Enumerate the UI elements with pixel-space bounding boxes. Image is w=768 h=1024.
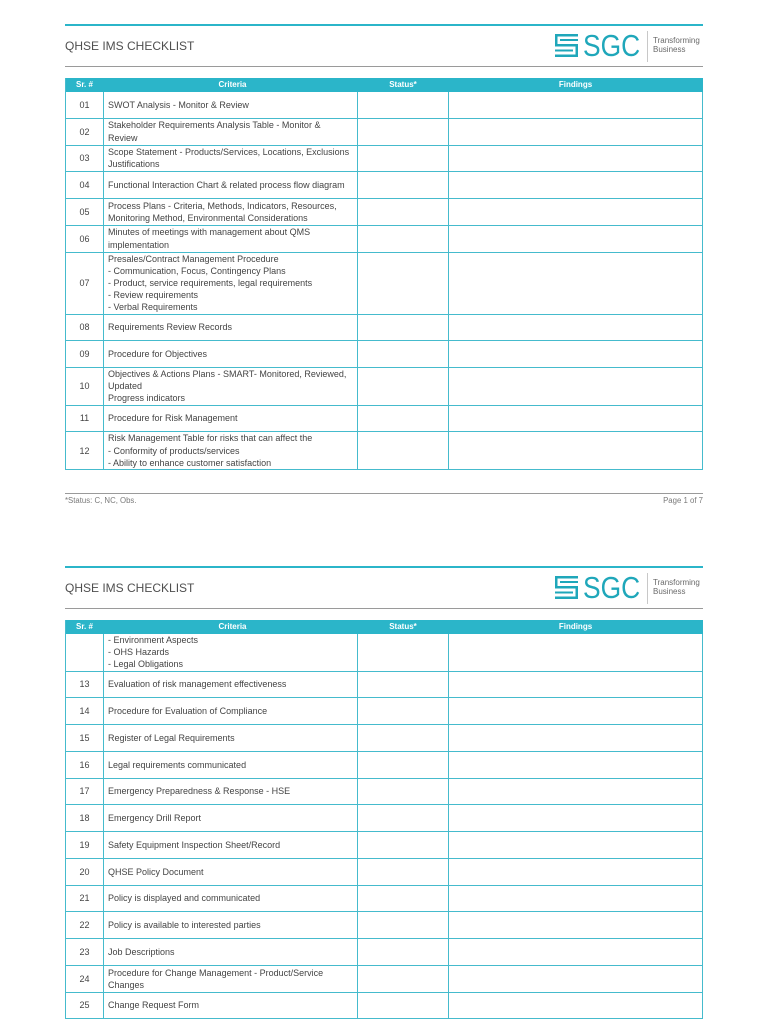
status-cell [358, 315, 449, 341]
criteria-line: Progress indicators [108, 393, 186, 404]
footer-divider [65, 493, 703, 494]
table-row [66, 341, 703, 368]
table-row [66, 315, 703, 342]
criteria-line: Justifications [108, 159, 160, 170]
criteria-line: - Communication, Focus, Contingency Plans [108, 265, 286, 276]
table-row [66, 725, 703, 752]
table-row [66, 966, 703, 993]
criteria-line: - Legal Obligations [108, 659, 184, 670]
page-title: QHSE IMS CHECKLIST [65, 581, 195, 595]
sr-number: 25 [66, 993, 104, 1019]
checklist-table [65, 620, 703, 1019]
sgc-logo [555, 572, 705, 604]
table-body [66, 92, 703, 470]
criteria-cell [104, 146, 358, 172]
findings-cell [449, 779, 703, 805]
criteria-line: - Review requirements [108, 290, 199, 301]
sr-number: 14 [66, 698, 104, 724]
criteria-line: Procedure for Change Management - Product/Service [108, 967, 324, 978]
sr-number: 17 [66, 779, 104, 805]
criteria-line: Changes [108, 979, 145, 990]
findings-cell [449, 672, 703, 698]
sr-number: 03 [66, 146, 104, 172]
header-divider [65, 608, 703, 609]
criteria-line: Presales/Contract Management Procedure [108, 253, 279, 264]
criteria-line: Review [108, 132, 138, 143]
column-header-status: Status* [358, 78, 449, 92]
table-body [66, 634, 703, 1019]
findings-cell [449, 341, 703, 367]
status-cell [358, 119, 449, 145]
criteria-cell [104, 886, 358, 912]
sr-number: 10 [66, 368, 104, 405]
criteria-line: Emergency Drill Report [108, 813, 202, 824]
sr-number: 19 [66, 832, 104, 858]
sr-number [66, 634, 104, 671]
table-row [66, 832, 703, 859]
status-cell [358, 146, 449, 172]
criteria-cell [104, 752, 358, 778]
status-cell [358, 779, 449, 805]
status-cell [358, 859, 449, 885]
criteria-line: SWOT Analysis - Monitor & Review [108, 99, 249, 110]
top-accent-rule [65, 24, 703, 26]
findings-cell [449, 805, 703, 831]
status-cell [358, 886, 449, 912]
findings-cell [449, 368, 703, 405]
criteria-line: Objectives & Actions Plans - SMART- Monitored, Reviewed, [108, 369, 347, 380]
status-cell [358, 253, 449, 314]
criteria-cell [104, 432, 358, 469]
document-page [0, 542, 768, 1024]
sr-number: 24 [66, 966, 104, 992]
criteria-line: implementation [108, 239, 170, 250]
status-cell [358, 432, 449, 469]
criteria-cell [104, 698, 358, 724]
criteria-line: Job Descriptions [108, 946, 175, 957]
findings-cell [449, 634, 703, 671]
status-cell [358, 368, 449, 405]
findings-cell [449, 725, 703, 751]
criteria-cell [104, 912, 358, 938]
column-header-findings: Findings [449, 78, 703, 92]
table-row [66, 805, 703, 832]
table-row [66, 119, 703, 146]
sr-number: 15 [66, 725, 104, 751]
findings-cell [449, 966, 703, 992]
findings-cell [449, 199, 703, 225]
table-row [66, 752, 703, 779]
status-cell [358, 752, 449, 778]
status-cell [358, 226, 449, 252]
status-cell [358, 406, 449, 432]
sr-number: 16 [66, 752, 104, 778]
findings-cell [449, 226, 703, 252]
status-cell [358, 634, 449, 671]
table-row [66, 939, 703, 966]
findings-cell [449, 859, 703, 885]
logo-tagline: Business [653, 45, 686, 54]
status-cell [358, 939, 449, 965]
table-row [66, 199, 703, 226]
sgc-maze-icon [555, 576, 578, 599]
sr-number: 05 [66, 199, 104, 225]
criteria-line: - OHS Hazards [108, 647, 170, 658]
criteria-line: - Verbal Requirements [108, 302, 198, 313]
criteria-line: Policy is available to interested parties [108, 920, 261, 931]
criteria-line: Emergency Preparedness & Response - HSE [108, 786, 291, 797]
table-row [66, 146, 703, 173]
table-row [66, 172, 703, 199]
sr-number: 23 [66, 939, 104, 965]
table-row [66, 779, 703, 806]
status-cell [358, 92, 449, 118]
criteria-line: Scope Statement - Products/Services, Locations, Exclusions [108, 147, 350, 158]
findings-cell [449, 752, 703, 778]
table-row [66, 253, 703, 315]
logo-tagline: Transforming [653, 578, 700, 587]
criteria-line: Procedure for Evaluation of Compliance [108, 706, 268, 717]
criteria-line: - Ability to enhance customer satisfaction [108, 457, 272, 468]
sr-number: 06 [66, 226, 104, 252]
criteria-line: Procedure for Risk Management [108, 413, 238, 424]
status-cell [358, 698, 449, 724]
checklist-table [65, 78, 703, 470]
page-number: Page 1 of 7 [663, 496, 703, 505]
criteria-line: Updated [108, 381, 143, 392]
criteria-cell [104, 805, 358, 831]
status-cell [358, 966, 449, 992]
findings-cell [449, 406, 703, 432]
criteria-line: Functional Interaction Chart & related process flow diagram [108, 180, 345, 191]
criteria-line: Register of Legal Requirements [108, 732, 235, 743]
status-cell [358, 832, 449, 858]
status-cell [358, 199, 449, 225]
criteria-cell [104, 199, 358, 225]
column-header-sr: Sr. # [66, 78, 104, 92]
table-row [66, 912, 703, 939]
findings-cell [449, 939, 703, 965]
criteria-line: Requirements Review Records [108, 322, 233, 333]
status-cell [358, 672, 449, 698]
criteria-line: Policy is displayed and communicated [108, 893, 261, 904]
column-header-sr: Sr. # [66, 620, 104, 634]
table-row [66, 406, 703, 433]
criteria-line: Evaluation of risk management effectiveness [108, 679, 287, 690]
sr-number: 18 [66, 805, 104, 831]
sr-number: 20 [66, 859, 104, 885]
status-cell [358, 172, 449, 198]
sr-number: 04 [66, 172, 104, 198]
criteria-cell [104, 634, 358, 671]
logo-divider [647, 31, 648, 62]
status-cell [358, 725, 449, 751]
criteria-line: Procedure for Objectives [108, 349, 208, 360]
criteria-cell [104, 779, 358, 805]
criteria-cell [104, 406, 358, 432]
findings-cell [449, 886, 703, 912]
criteria-cell [104, 315, 358, 341]
table-header-row [66, 620, 703, 634]
header-divider [65, 66, 703, 67]
criteria-line: Risk Management Table for risks that can affect the [108, 433, 313, 444]
sr-number: 22 [66, 912, 104, 938]
table-row [66, 432, 703, 470]
status-cell [358, 805, 449, 831]
logo-tagline: Transforming [653, 36, 700, 45]
criteria-cell [104, 725, 358, 751]
criteria-line: Legal requirements communicated [108, 759, 247, 770]
criteria-line: Change Request Form [108, 1000, 200, 1011]
table-row [66, 698, 703, 725]
page-title: QHSE IMS CHECKLIST [65, 39, 195, 53]
criteria-cell [104, 939, 358, 965]
criteria-line: - Conformity of products/services [108, 445, 240, 456]
sr-number: 02 [66, 119, 104, 145]
status-cell [358, 341, 449, 367]
column-header-findings: Findings [449, 620, 703, 634]
criteria-cell [104, 119, 358, 145]
findings-cell [449, 315, 703, 341]
criteria-line: Minutes of meetings with management about QMS [108, 227, 311, 238]
criteria-cell [104, 832, 358, 858]
table-row [66, 368, 703, 406]
criteria-line: QHSE Policy Document [108, 866, 204, 877]
criteria-cell [104, 368, 358, 405]
table-row [66, 886, 703, 913]
table-header-row [66, 78, 703, 92]
logo-tagline: Business [653, 587, 686, 596]
criteria-line: - Product, service requirements, legal requirements [108, 277, 313, 288]
criteria-cell [104, 92, 358, 118]
sgc-logo [555, 30, 705, 62]
sr-number: 08 [66, 315, 104, 341]
sr-number: 12 [66, 432, 104, 469]
status-legend-note: *Status: C, NC, Obs. [65, 496, 137, 505]
sr-number: 09 [66, 341, 104, 367]
status-cell [358, 993, 449, 1019]
logo-divider [647, 573, 648, 604]
table-row [66, 993, 703, 1020]
sr-number: 01 [66, 92, 104, 118]
findings-cell [449, 92, 703, 118]
column-header-criteria: Criteria [104, 78, 358, 92]
criteria-cell [104, 993, 358, 1019]
column-header-status: Status* [358, 620, 449, 634]
criteria-cell [104, 172, 358, 198]
table-row [66, 634, 703, 672]
table-row [66, 672, 703, 699]
sr-number: 13 [66, 672, 104, 698]
criteria-cell [104, 341, 358, 367]
criteria-line: - Environment Aspects [108, 635, 199, 645]
findings-cell [449, 119, 703, 145]
criteria-line: Process Plans - Criteria, Methods, Indicators, Resources, [108, 200, 337, 211]
findings-cell [449, 912, 703, 938]
findings-cell [449, 253, 703, 314]
logo-wordmark: SGC [583, 28, 641, 63]
sgc-maze-icon [555, 34, 578, 57]
findings-cell [449, 432, 703, 469]
sr-number: 11 [66, 406, 104, 432]
sr-number: 21 [66, 886, 104, 912]
table-row [66, 92, 703, 119]
findings-cell [449, 698, 703, 724]
findings-cell [449, 832, 703, 858]
column-header-criteria: Criteria [104, 620, 358, 634]
criteria-line: Stakeholder Requirements Analysis Table - Monitor & [108, 120, 321, 131]
top-accent-rule [65, 566, 703, 568]
criteria-cell [104, 253, 358, 314]
status-cell [358, 912, 449, 938]
criteria-cell [104, 859, 358, 885]
criteria-line: Monitoring Method, Environmental Considerations [108, 212, 308, 223]
findings-cell [449, 146, 703, 172]
logo-wordmark: SGC [583, 570, 641, 605]
findings-cell [449, 172, 703, 198]
criteria-cell [104, 966, 358, 992]
table-row [66, 859, 703, 886]
table-row [66, 226, 703, 253]
findings-cell [449, 993, 703, 1019]
sr-number: 07 [66, 253, 104, 314]
criteria-cell [104, 672, 358, 698]
criteria-cell [104, 226, 358, 252]
criteria-line: Safety Equipment Inspection Sheet/Record [108, 839, 281, 850]
